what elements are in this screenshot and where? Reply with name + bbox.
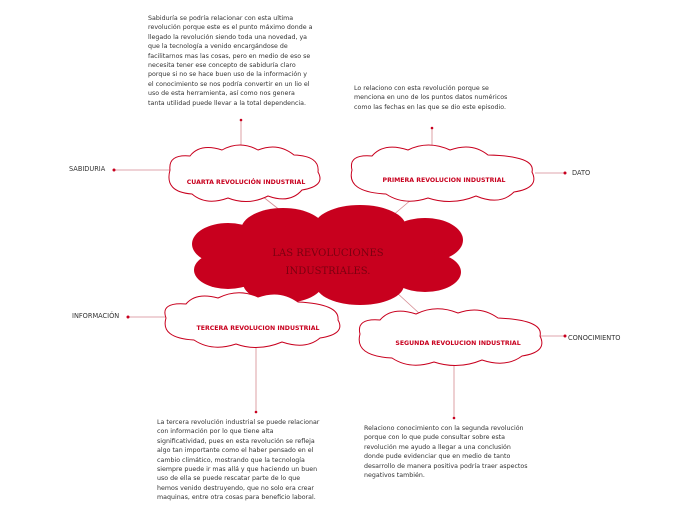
arrow-informacion [127, 316, 130, 319]
node-primera[interactable] [351, 145, 534, 202]
label-informacion: INFORMACIÓN [72, 312, 120, 320]
node-segunda[interactable] [359, 309, 542, 366]
arrow-sabiduria-note [240, 119, 243, 122]
node-tercera[interactable] [165, 293, 340, 348]
node-cuarta[interactable] [169, 145, 320, 202]
note-informacion: La tercera revolución industrial se puede relacionar con información por lo que tiene alta significatividad, pues en esta revolución se refleja algo tan importante como el haber pensado en el cambio climático, mostrando que la tecnología siempre puede ir mas allá y que haciendo un buen uso de ella se puede rescatar parte de lo que hemos venido destruyendo, que no solo era crear maquinas, entre otra cosas para beneficio laboral. [157, 419, 320, 502]
label-sabiduria: SABIDURIA [69, 165, 106, 173]
label-dato: DATO [572, 169, 591, 177]
node-segunda-label: SEGUNDA REVOLUCION INDUSTRIAL [395, 340, 521, 347]
arrow-sabiduria [113, 169, 116, 172]
label-conocimiento: CONOCIMIENTO [568, 334, 621, 342]
arrow-conocimiento-note [453, 417, 456, 420]
arrow-dato-note [431, 127, 434, 130]
arrow-conocimiento [564, 335, 567, 338]
central-title-line1: LAS REVOLUCIONES [272, 248, 384, 259]
note-dato: Lo relaciono con esta revolución porque se menciona en uno de los puntos datos numéricos como las fechas en las que se dio este episodio. [354, 85, 508, 111]
note-sabiduria: Sabiduría se podría relacionar con esta ultima revolución porque este es el punto máximo donde a llegado la revolución siendo toda una novedad, ya que la tecnología a venido encargándose de facilitarnos mas las cosas, pero en medio de eso se necesita tener ese concepto de sabiduría claro porque si no se hace buen uso de la información y el conocimiento se nos podría convertir en un lio el uso de esta herramienta, así como nos genera tanta utilidad puede llevar a la total dependencia. [148, 15, 313, 107]
node-primera-label: PRIMERA REVOLUCION INDUSTRIAL [382, 177, 506, 184]
note-conocimiento: Relaciono conocimiento con la segunda revolución porque con lo que pude consultar sobre esta revolución me ayudo a llegar a una conclusión donde pude evidenciar que en medio de tanto desarrollo de manera positiva podría traer aspectos negativos también. [364, 425, 528, 480]
arrow-informacion-note [255, 411, 258, 414]
central-node[interactable] [192, 205, 463, 305]
arrow-dato [564, 172, 567, 175]
node-cuarta-label: CUARTA REVOLUCIÓN INDUSTRIAL [186, 179, 306, 186]
central-title-line2: INDUSTRIALES. [285, 266, 371, 277]
node-tercera-label: TERCERA REVOLUCION INDUSTRIAL [196, 325, 320, 332]
